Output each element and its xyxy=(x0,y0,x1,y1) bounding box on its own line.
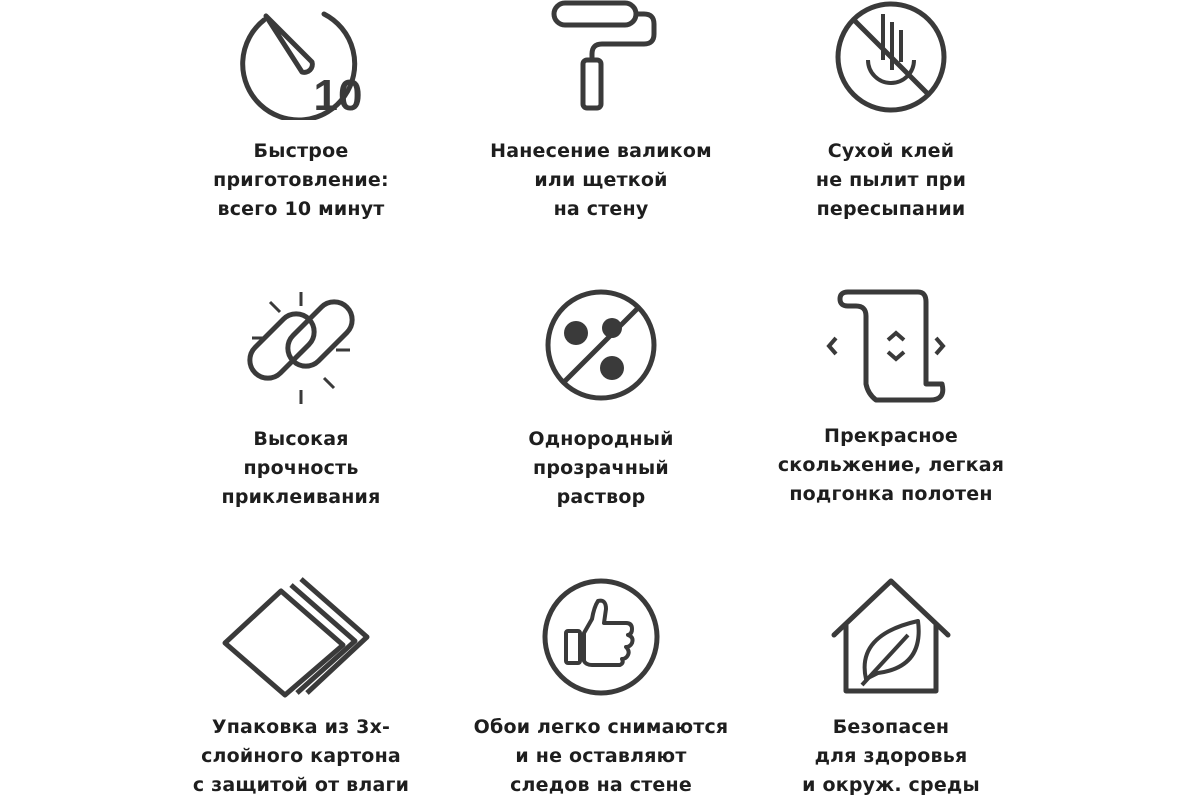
caption-line: Нанесение валиком xyxy=(490,140,712,162)
thumbs-up-icon xyxy=(431,575,771,700)
layered-cardboard-icon xyxy=(131,575,471,700)
caption-line: приготовление: xyxy=(213,169,389,191)
caption-line: Обои легко снимаются xyxy=(473,716,729,738)
caption-line: или щеткой xyxy=(534,169,668,191)
chain-link-icon xyxy=(131,288,471,408)
eco-house-icon xyxy=(721,575,1061,700)
caption-line: Высокая xyxy=(253,428,349,450)
caption-line: Безопасен xyxy=(832,716,950,738)
feature-easy-sliding xyxy=(721,288,1061,509)
caption-line: раствор xyxy=(556,486,646,508)
caption-line: и не оставляют xyxy=(515,745,687,767)
caption-line: на стену xyxy=(553,198,649,220)
feature-eco-safe xyxy=(721,575,1061,800)
caption-line: скольжение, легкая xyxy=(777,454,1005,476)
feature-strong-adhesion xyxy=(131,288,471,512)
feature-homogeneous-solution xyxy=(431,288,771,512)
wallpaper-roll-icon xyxy=(721,288,1061,408)
caption-line: Прекрасное xyxy=(823,425,959,447)
feature-easy-removal xyxy=(431,575,771,800)
caption-line: Упаковка из 3х- xyxy=(211,716,391,738)
caption-line: приклеивания xyxy=(221,486,381,508)
caption-line: для здоровья xyxy=(814,745,968,767)
no-lumps-icon xyxy=(431,288,771,408)
caption-line: Сухой клей xyxy=(827,140,955,162)
caption-line: прозрачный xyxy=(533,457,669,479)
caption-line: Однородный xyxy=(528,428,674,450)
caption-line: с защитой от влаги xyxy=(192,774,410,796)
svg-text:10: 10 xyxy=(313,71,363,120)
feature-packaging xyxy=(131,575,471,800)
caption-line: не пылит при xyxy=(815,169,967,191)
caption-line: следов на стене xyxy=(510,774,692,796)
caption-line: пересыпании xyxy=(816,198,966,220)
caption-line: подгонка полотен xyxy=(789,483,993,505)
feature-roller-application xyxy=(431,0,771,224)
caption-line: всего 10 минут xyxy=(217,198,385,220)
feature-fast-preparation xyxy=(131,0,471,224)
caption-line: и окруж. среды xyxy=(802,774,980,796)
caption-line: Быстрое xyxy=(253,140,349,162)
timer-10-icon xyxy=(131,0,471,120)
no-dust-icon xyxy=(721,0,1061,120)
paint-roller-icon xyxy=(431,0,771,120)
caption-line: прочность xyxy=(243,457,359,479)
caption-line: слойного картона xyxy=(201,745,401,767)
feature-no-dust xyxy=(721,0,1061,224)
